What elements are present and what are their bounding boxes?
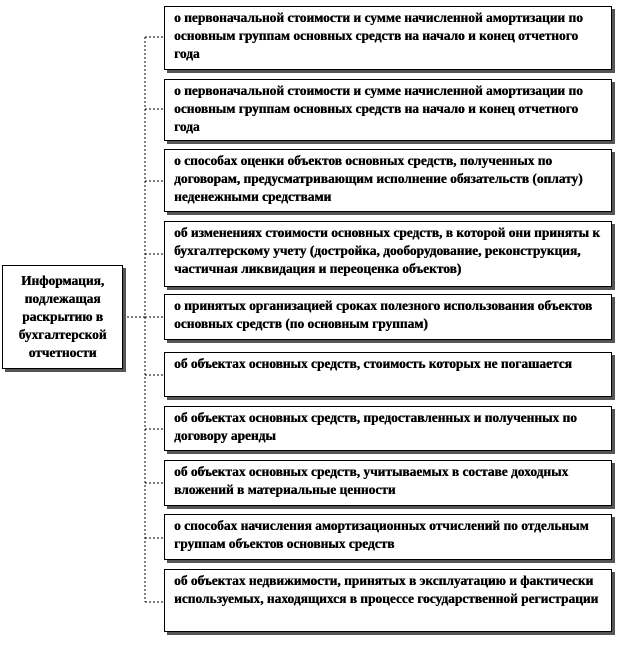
item-text-7: об объектах основных средств, предоставленных и полученных по договору аренды bbox=[174, 410, 577, 443]
root-node-box bbox=[2, 265, 123, 369]
item-text-5: о принятых организацией сроках полезного использования объектов основных средств (по основным группам) bbox=[174, 298, 593, 331]
item-text-10: об объектах недвижимости, принятых в эксплуатацию и фактически используемых, находящихся в процессе государственной регистрации bbox=[174, 573, 599, 606]
item-box-8 bbox=[164, 460, 612, 506]
item-box-1 bbox=[164, 6, 612, 70]
item-text-3: о способах оценки объектов основных средств, полученных по договорам, предусматривающим исполнение обязательств (оплату) неденежными средствами bbox=[174, 153, 583, 204]
item-box-2 bbox=[164, 79, 612, 141]
item-box-7 bbox=[164, 406, 612, 451]
item-box-6 bbox=[164, 352, 612, 397]
item-text-4: об изменениях стоимости основных средств, в которой они приняты к бухгалтерскому учету (достройка, дооборудование, реконструкция, частичная ликвидация и переоценка объектов) bbox=[174, 225, 600, 276]
item-box-5 bbox=[164, 294, 612, 340]
item-text-8: об объектах основных средств, учитываемых в составе доходных вложений в материальные ценности bbox=[174, 464, 569, 497]
item-box-10 bbox=[164, 569, 612, 632]
item-box-9 bbox=[164, 514, 612, 560]
item-text-2: о первоначальной стоимости и сумме начисленной амортизации по основным группам основных средств на начало и конец отчетного года bbox=[174, 83, 583, 134]
item-box-3 bbox=[164, 149, 612, 212]
root-node-label: Информация, подлежащая раскрытию в бухгалтерской отчетности bbox=[18, 273, 107, 360]
item-text-1: о первоначальной стоимости и сумме начисленной амортизации по основным группам основных средств на начало и конец отчетного года bbox=[174, 10, 583, 61]
item-box-4 bbox=[164, 221, 612, 287]
item-text-6: об объектах основных средств, стоимость которых не погашается bbox=[174, 356, 572, 371]
item-text-9: о способах начисления амортизационных отчислений по отдельным группам объектов основных средств bbox=[174, 518, 589, 551]
